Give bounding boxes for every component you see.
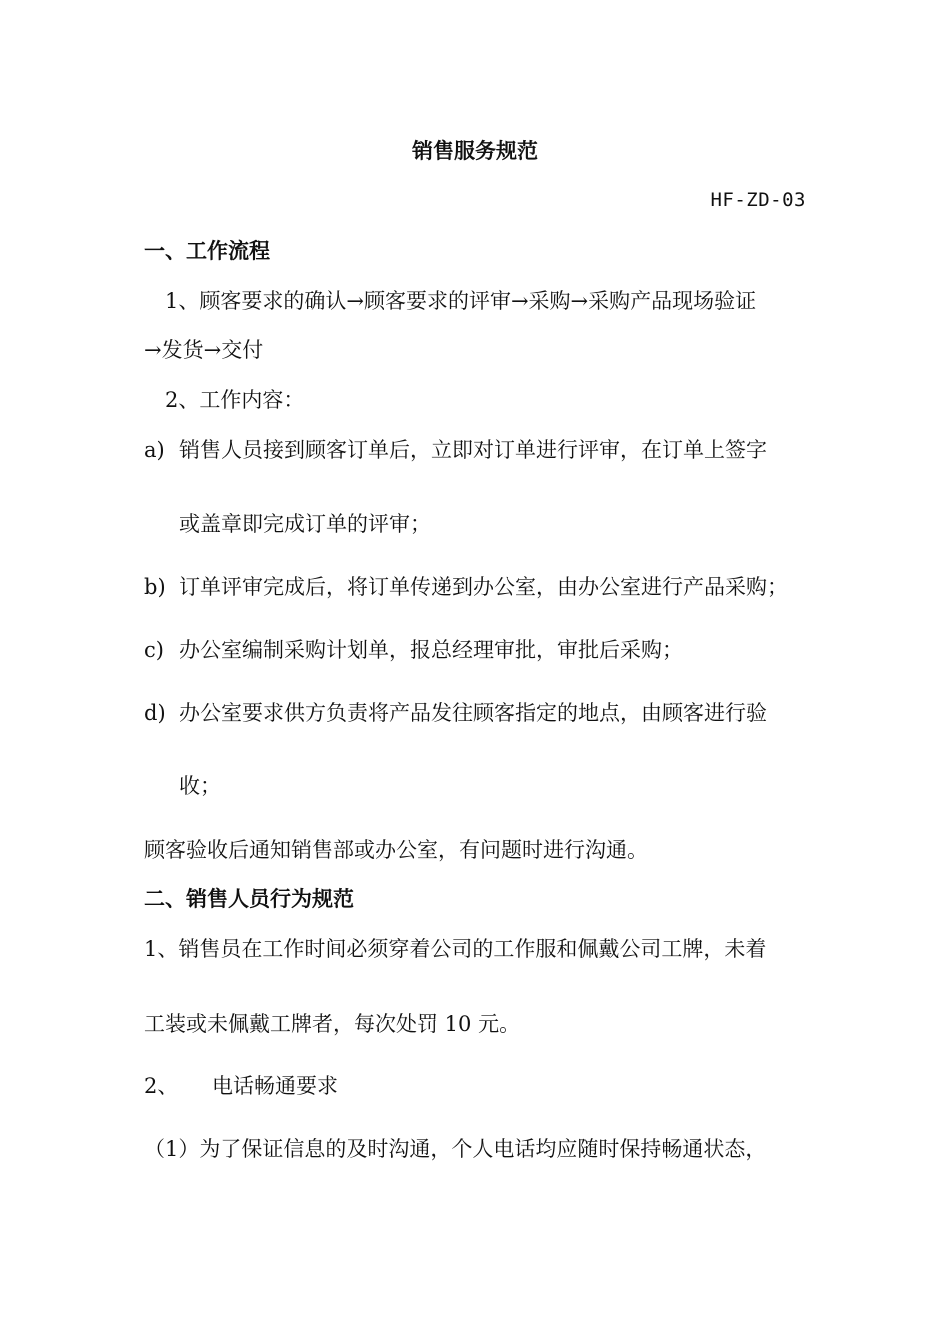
step-a-line-1: 销售人员接到顾客订单后，立即对订单进行评审，在订单上签字 xyxy=(179,438,767,462)
workflow-closing: 顾客验收后通知销售部或办公室，有问题时进行沟通。 xyxy=(144,838,648,862)
workflow-item-1-line-2: →发货→交付 xyxy=(144,338,264,362)
conduct-item-1-line-1: 1、销售员在工作时间必须穿着公司的工作服和佩戴公司工牌，未着 xyxy=(144,937,767,961)
conduct-item-2-text: 电话畅通要求 xyxy=(212,1074,338,1098)
step-c-label: c) xyxy=(144,638,164,662)
document-title: 销售服务规范 xyxy=(412,139,538,163)
section-heading-conduct: 二、销售人员行为规范 xyxy=(144,887,354,911)
section-heading-workflow: 一、工作流程 xyxy=(144,239,270,263)
step-d-line-1: 办公室要求供方负责将产品发往顾客指定的地点，由顾客进行验 xyxy=(179,701,767,725)
step-b-label: b) xyxy=(144,575,166,599)
step-a-line-2: 或盖章即完成订单的评审； xyxy=(179,512,431,536)
conduct-item-1-line-2: 工装或未佩戴工牌者，每次处罚 10 元。 xyxy=(144,1012,521,1036)
conduct-item-2-label: 2、 xyxy=(144,1074,179,1098)
workflow-item-2: 2、工作内容： xyxy=(165,388,305,412)
document-code: HF-ZD-03 xyxy=(710,189,806,211)
workflow-item-1-line-1: 1、顾客要求的确认→顾客要求的评审→采购→采购产品现场验证 xyxy=(165,289,757,313)
step-c-line-1: 办公室编制采购计划单，报总经理审批，审批后采购； xyxy=(179,638,683,662)
step-d-label: d) xyxy=(144,701,166,725)
step-b-line-1: 订单评审完成后，将订单传递到办公室，由办公室进行产品采购； xyxy=(179,575,788,599)
conduct-sub-item-1: （1）为了保证信息的及时沟通，个人电话均应随时保持畅通状态， xyxy=(144,1137,767,1161)
step-d-line-2: 收； xyxy=(179,774,221,798)
step-a-label: a) xyxy=(144,438,165,462)
